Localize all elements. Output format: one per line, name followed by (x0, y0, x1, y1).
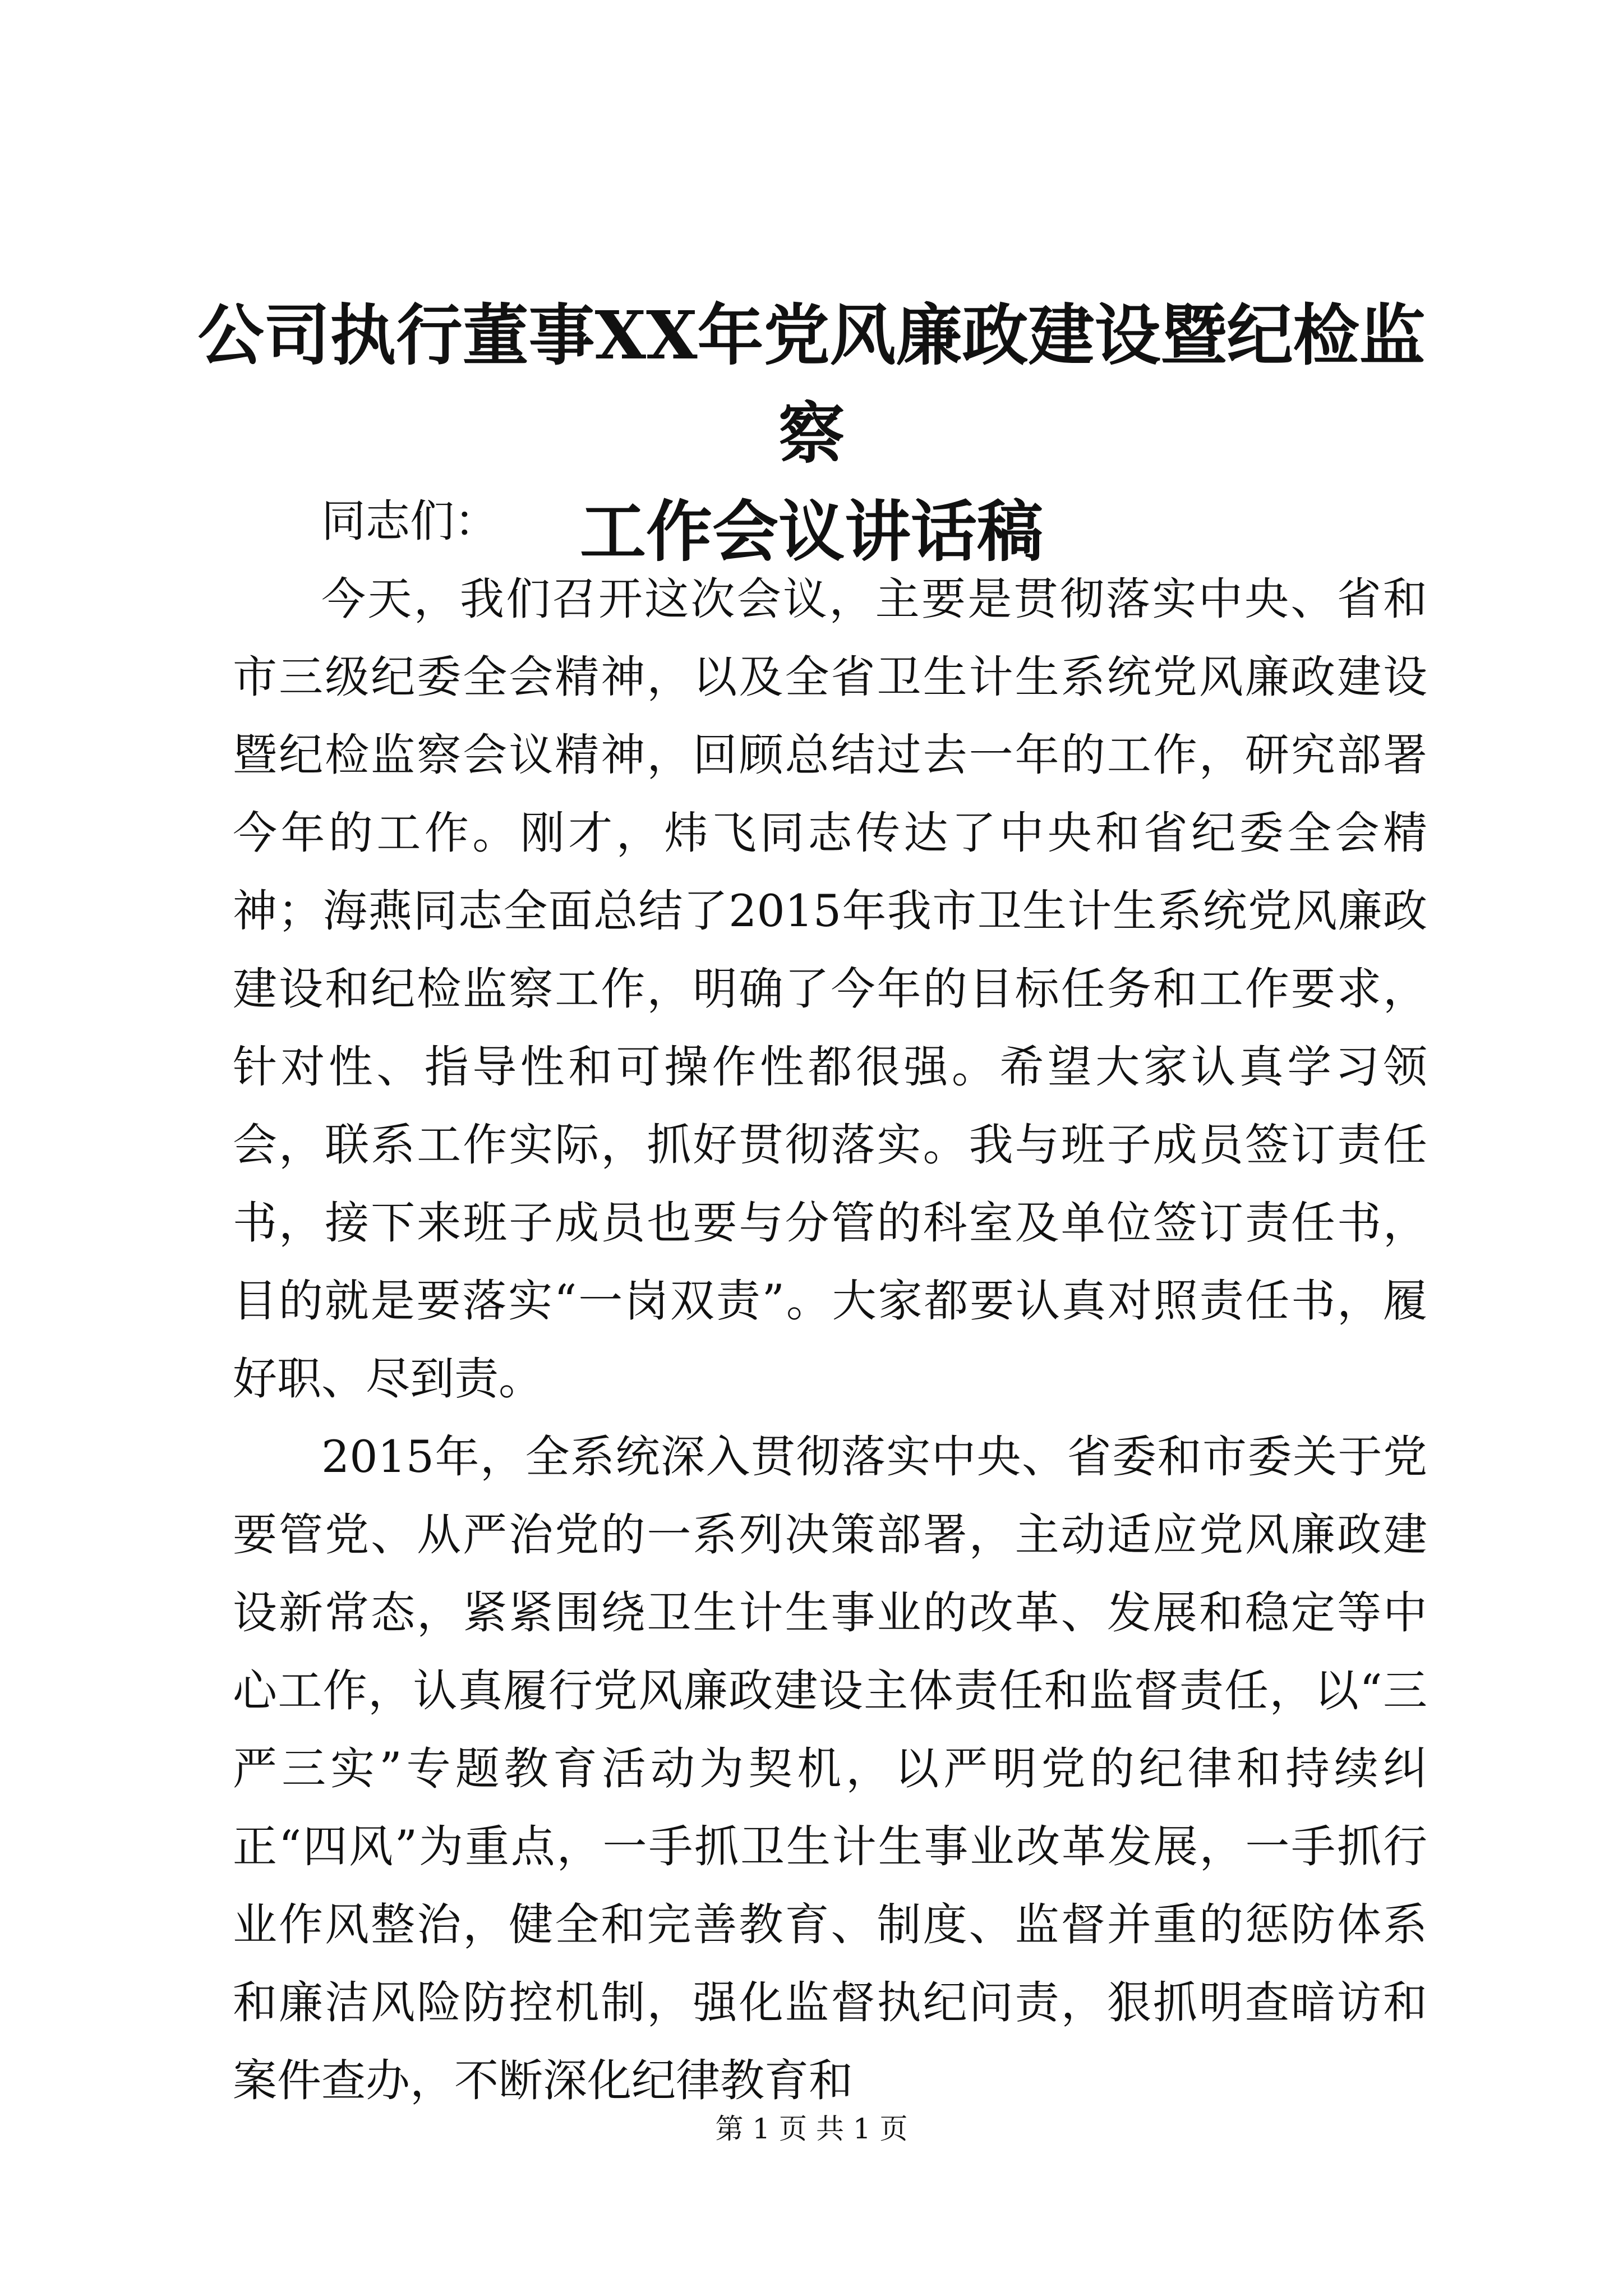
document-body (233, 482, 1427, 2120)
page-footer: 第 1 页 共 1 页 (715, 2113, 908, 2145)
paragraph-2: 2015年，全系统深入贯彻落实中央、省委和市委关于党要管党、从严治党的一系列决策部署，主动适应党风廉政建设新常态，紧紧围绕卫生计生事业的改革、发展和稳定等中心工作，认真履行党风廉政建设主体责任和监督责任，以“三严三实”专题教育活动为契机，以严明党的纪律和持续纠正“四风”为重点，一手抓卫生计生事业改革发展，一手抓行业作风整治，健全和完善教育、制度、监督并重的惩防体系和廉洁风险防控机制，强化监督执纪问责，狠抓明查暗访和案件查办，不断深化纪律教育和 (233, 1431, 1427, 2106)
title-line-2: 工作会议讲话稿 (579, 493, 1043, 570)
title-line-1: 公司执行董事XX年党风廉政建设暨纪检监察 (197, 296, 1426, 472)
salutation: 同志们： (321, 495, 499, 547)
paragraph-1: 今天，我们召开这次会议，主要是贯彻落实中央、省和市三级纪委全会精神，以及全省卫生计生系统党风廉政建设暨纪检监察会议精神，回顾总结过去一年的工作，研究部署今年的工作。刚才，炜飞同志传达了中央和省纪委全会精神；海燕同志全面总结了2015年我市卫生计生系统党风廉政建设和纪检监察工作，明确了今年的目标任务和工作要求，针对性、指导性和可操作性都很强。希望大家认真学习领会，联系工作实际，抓好贯彻落实。我与班子成员签订责任书，接下来班子成员也要与分管的科室及单位签订责任书，目的就是要落实“一岗双责”。大家都要认真对照责任书，履好职、尽到责。 (233, 573, 1427, 1405)
